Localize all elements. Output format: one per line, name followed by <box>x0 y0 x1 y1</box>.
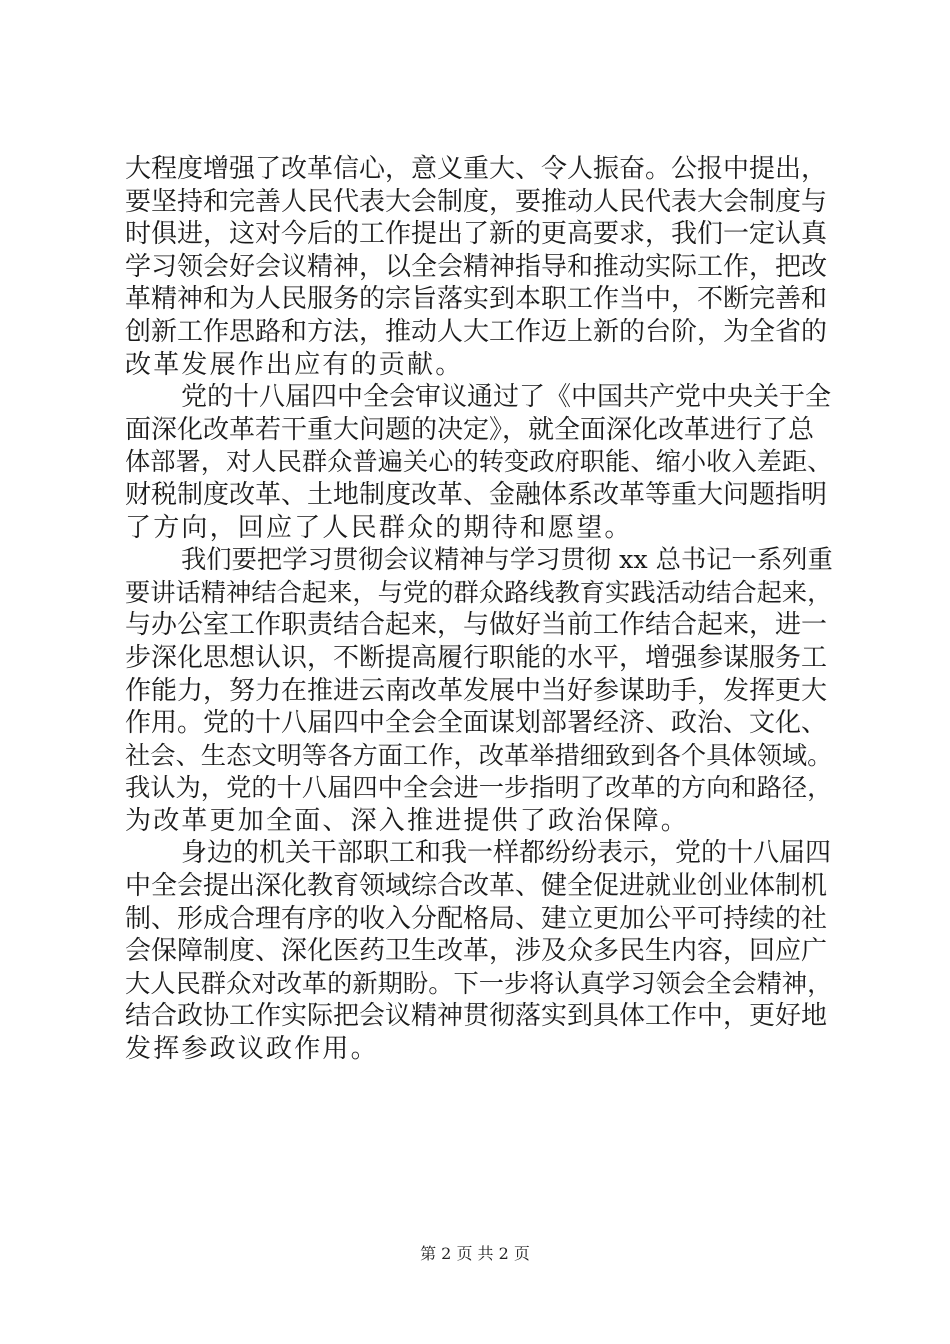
document-body <box>125 153 840 1066</box>
text-line: 与办公室工作职责结合起来，与做好当前工作结合起来，进一 <box>125 610 828 641</box>
text-line: 我认为，党的十八届四中全会进一步指明了改革的方向和路径， <box>125 773 833 803</box>
text-line: 结合政协工作实际把会议精神贯彻落实到具体工作中，更好地 <box>125 1001 828 1032</box>
paragraph-first-line: 我们要把学习贯彻会议精神与学习贯彻 xx 总书记一系列重 <box>181 545 833 575</box>
text-line: 大人民群众对改革的新期盼。下一步将认真学习领会全会精神， <box>125 968 833 998</box>
text-line: 面深化改革若干重大问题的决定》，就全面深化改革进行了总 <box>125 414 815 445</box>
text-line: 要坚持和完善人民代表大会制度，要推动人民代表大会制度与 <box>125 186 828 217</box>
text-line: 要讲话精神结合起来，与党的群众路线教育实践活动结合起来， <box>125 577 833 607</box>
text-line: 会保障制度、深化医药卫生改革，涉及众多民生内容，回应广 <box>125 936 828 967</box>
text-line: 革精神和为人民服务的宗旨落实到本职工作当中，不断完善和 <box>125 284 828 315</box>
page-number-footer: 第 2 页 共 2 页 <box>420 1244 530 1263</box>
text-line: 体部署，对人民群众普遍关心的转变政府职能、缩小收入差距、 <box>125 447 833 477</box>
text-line: 大程度增强了改革信心，意义重大、令人振奋。公报中提出， <box>125 154 828 184</box>
text-line: 时俱进，这对今后的工作提出了新的更高要求，我们一定认真 <box>125 219 828 250</box>
text-line: 了方向，回应了人民群众的期待和愿望。 <box>125 512 633 543</box>
text-line: 发挥参政议政作用。 <box>125 1034 379 1065</box>
text-line: 为改革更加全面、深入推进提供了政治保障。 <box>125 805 690 836</box>
paragraph-first-line: 身边的机关干部职工和我一样都纷纷表示，党的十八届四 <box>181 838 832 869</box>
paragraph-first-line: 党的十八届四中全会审议通过了《中国共产党中央关于全 <box>181 382 832 413</box>
text-line: 学习领会好会议精神，以全会精神指导和推动实际工作，把改 <box>125 251 828 282</box>
text-line: 作用。党的十八届四中全会全面谋划部署经济、政治、文化、 <box>125 708 828 739</box>
text-line: 财税制度改革、土地制度改革、金融体系改革等重大问题指明 <box>125 479 828 510</box>
text-line: 创新工作思路和方法，推动人大工作迈上新的台阶，为全省的 <box>125 316 828 347</box>
text-line: 改革发展作出应有的贡献。 <box>125 349 464 380</box>
text-line: 中全会提出深化教育领域综合改革、健全促进就业创业体制机 <box>125 871 828 902</box>
text-line: 制、形成合理有序的收入分配格局、建立更加公平可持续的社 <box>125 903 828 934</box>
text-line: 社会、生态文明等各方面工作，改革举措细致到各个具体领域。 <box>125 740 833 770</box>
text-line: 作能力，努力在推进云南改革发展中当好参谋助手，发挥更大 <box>125 675 828 706</box>
text-line: 步深化思想认识，不断提高履行职能的水平，增强参谋服务工 <box>125 642 828 673</box>
